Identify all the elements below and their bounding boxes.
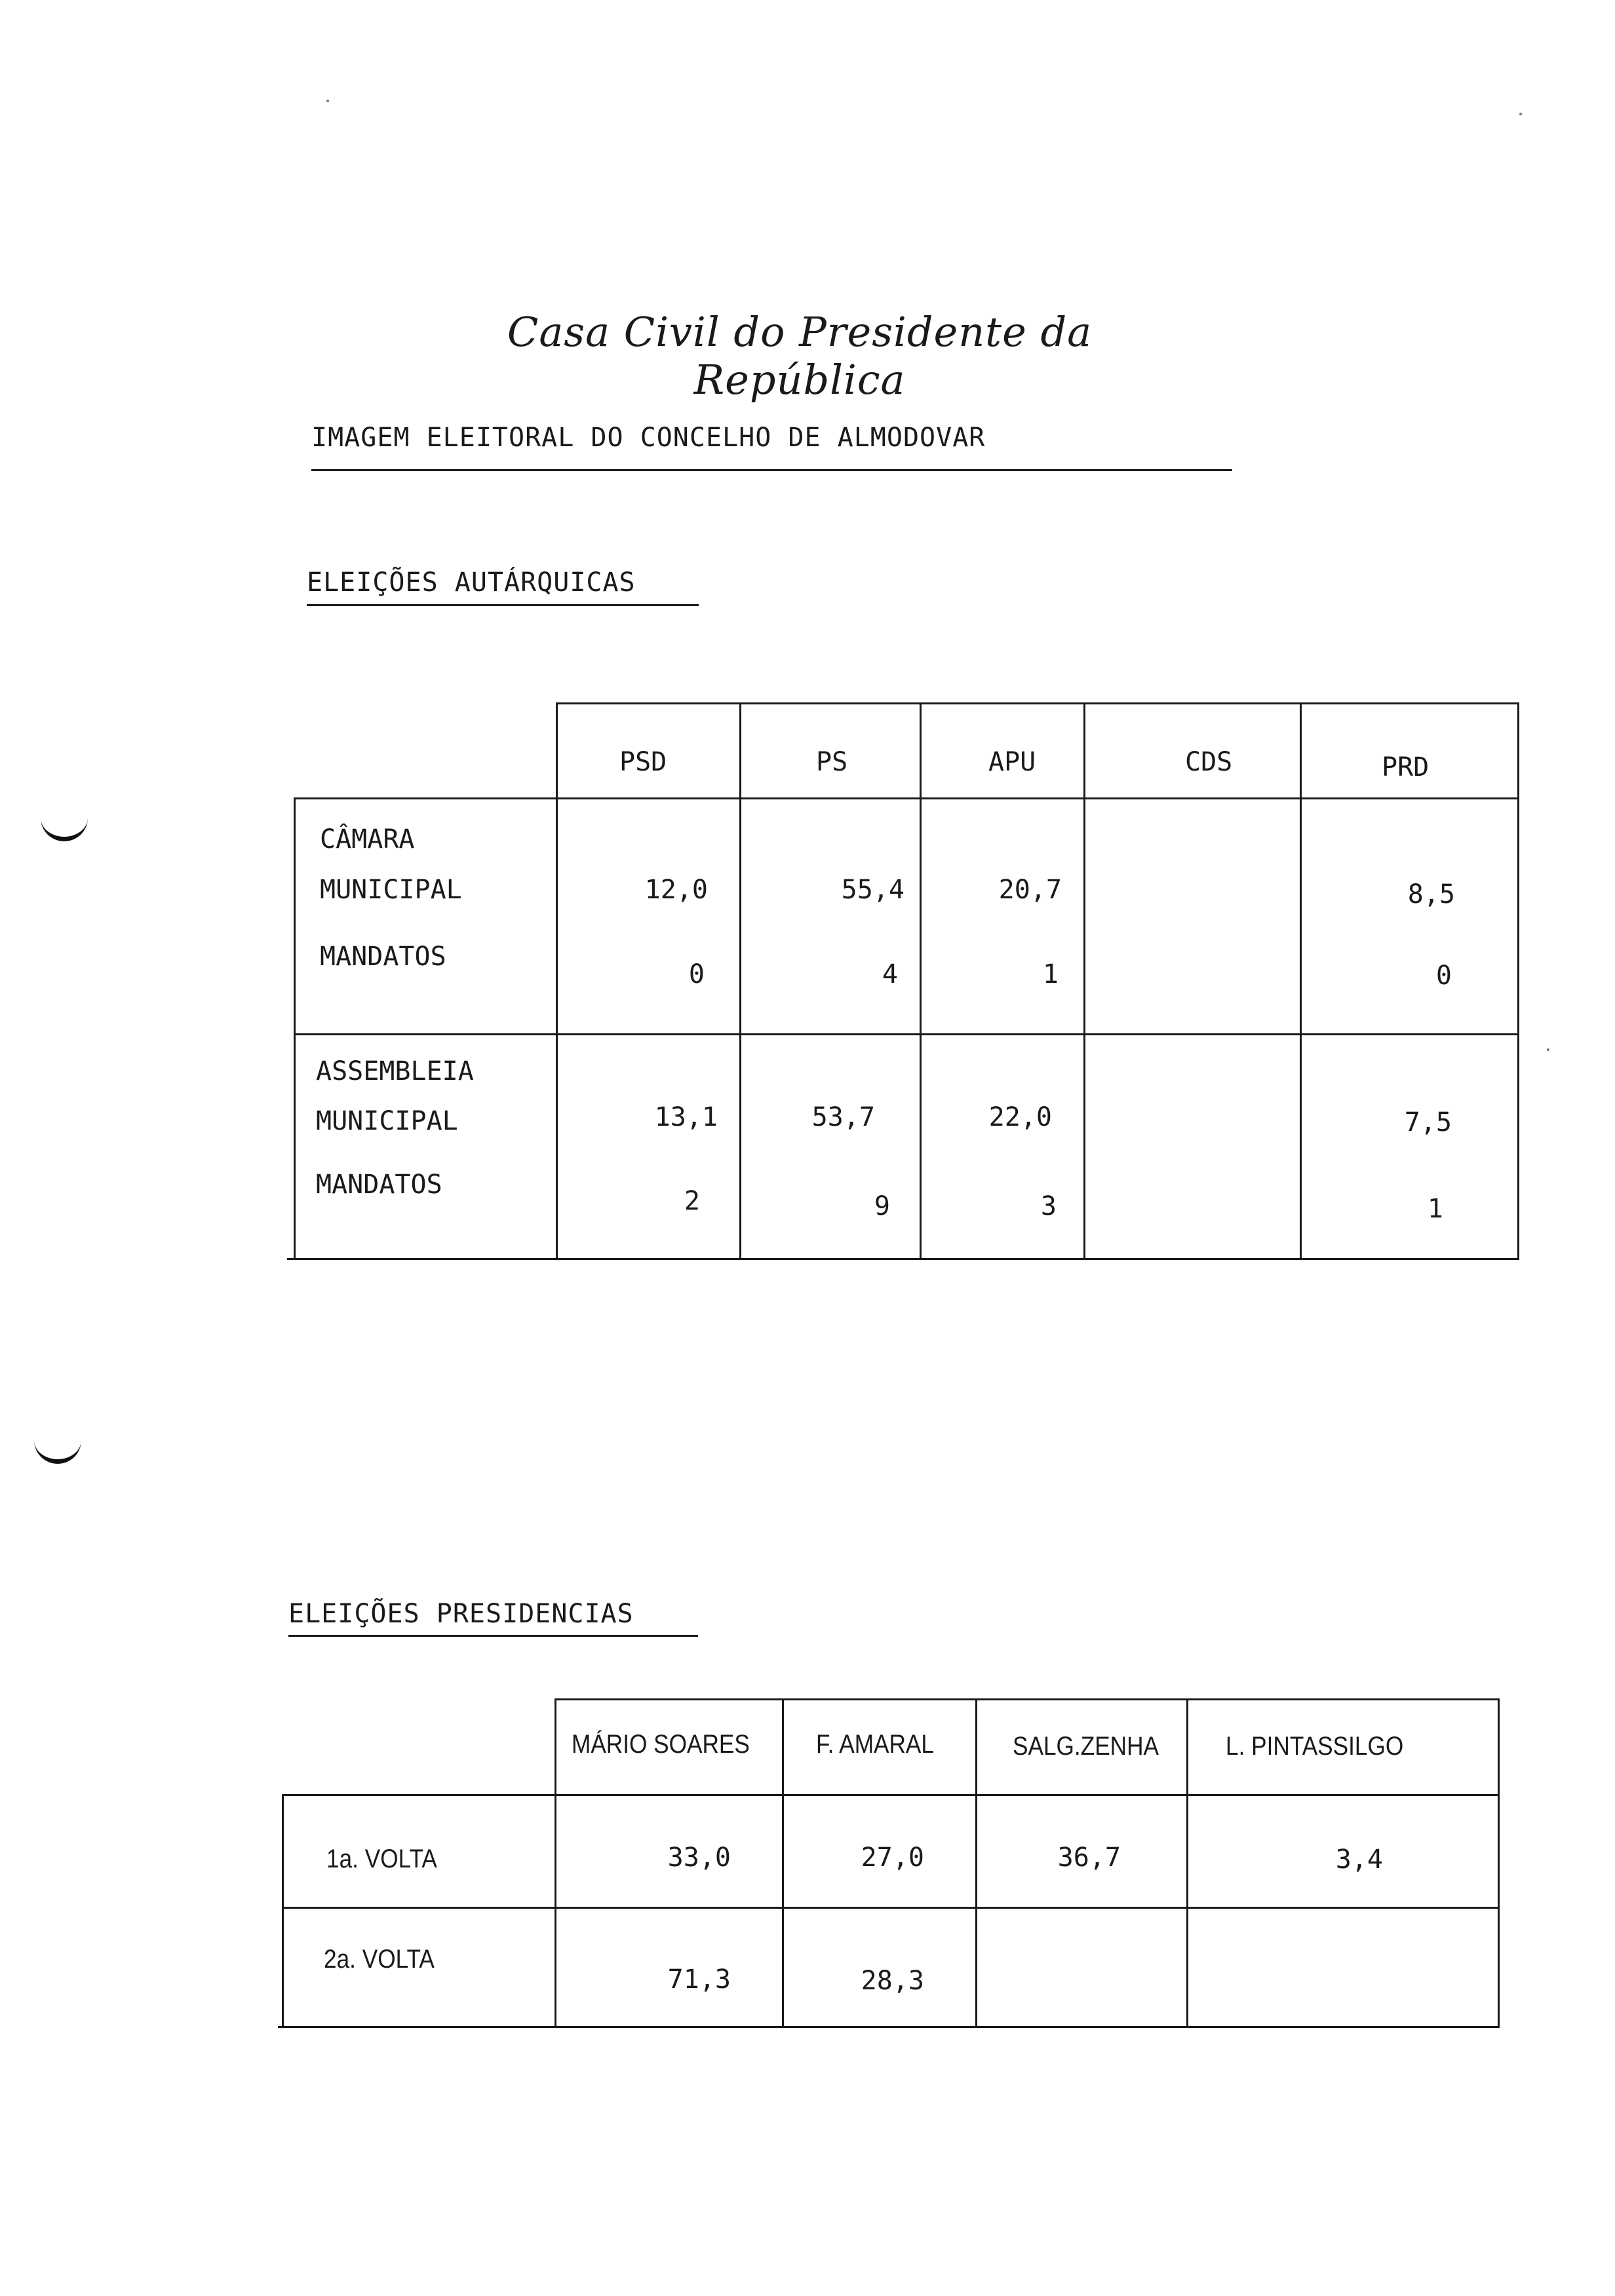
value-cell: 13,1 (654, 1102, 718, 1132)
row-label: 2a. VOLTA (324, 1945, 435, 1974)
header-candidate: MÁRIO SOARES (572, 1730, 750, 1759)
table-rule (782, 1698, 784, 2028)
value-cell: 0 (688, 959, 705, 989)
header-cds: CDS (1185, 747, 1233, 777)
letterhead: Casa Civil do Presidente da República (507, 308, 1093, 404)
row-label: 1a. VOLTA (326, 1845, 437, 1873)
scan-speck (1519, 113, 1522, 115)
value-cell: 28,3 (861, 1966, 924, 1996)
header-ps: PS (816, 747, 848, 777)
value-cell: 0 (1435, 961, 1452, 991)
autarquicas-heading: ELEIÇÕES AUTÁRQUICAS (307, 567, 636, 598)
value-cell: 20,7 (998, 875, 1062, 905)
table-rule (282, 1907, 1500, 1909)
value-cell: 7,5 (1404, 1107, 1452, 1138)
header-candidate: L. PINTASSILGO (1226, 1732, 1404, 1761)
value-cell: 3,4 (1335, 1845, 1383, 1875)
scan-speck (1547, 1048, 1549, 1051)
header-prd: PRD (1382, 752, 1430, 782)
value-cell: 33,0 (667, 1843, 731, 1873)
value-cell: 55,4 (841, 875, 905, 905)
value-cell: 71,3 (667, 1964, 731, 1995)
table-rule (555, 1698, 556, 2028)
row-label: MANDATOS (320, 942, 446, 972)
value-cell: 12,0 (644, 875, 708, 905)
table-rule (282, 1794, 1500, 1796)
value-cell: 1 (1427, 1194, 1443, 1224)
row-label: MUNICIPAL (320, 875, 462, 905)
document-title: IMAGEM ELEITORAL DO CONCELHO DE ALMODOVAR (311, 423, 986, 453)
value-cell: 27,0 (861, 1843, 924, 1873)
value-cell: 36,7 (1057, 1843, 1121, 1873)
table-rule (556, 1698, 1500, 1700)
header-apu: APU (988, 747, 1036, 777)
table-rule (278, 2026, 1500, 2028)
value-cell: 2 (684, 1186, 700, 1216)
value-cell: 9 (874, 1191, 890, 1221)
row-label: MUNICIPAL (316, 1106, 458, 1136)
value-cell: 3 (1040, 1191, 1057, 1221)
table-rule (1498, 1698, 1500, 2028)
header-candidate: SALG.ZENHA (1013, 1732, 1159, 1761)
scan-speck (326, 100, 329, 102)
header-candidate: F. AMARAL (816, 1730, 934, 1759)
presidenciais-heading: ELEIÇÕES PRESIDENCIAS (288, 1599, 634, 1629)
table-rule (282, 1794, 284, 2028)
value-cell: 4 (882, 959, 898, 989)
header-psd: PSD (619, 747, 667, 777)
row-label: ASSEMBLEIA (316, 1056, 474, 1086)
value-cell: 8,5 (1407, 879, 1455, 909)
value-cell: 1 (1042, 959, 1059, 989)
table-rule (975, 1698, 977, 2028)
row-label: CÂMARA (320, 824, 415, 854)
value-cell: 53,7 (811, 1102, 875, 1132)
table-rule (1186, 1698, 1188, 2028)
row-label: MANDATOS (316, 1170, 442, 1200)
value-cell: 22,0 (988, 1102, 1052, 1132)
